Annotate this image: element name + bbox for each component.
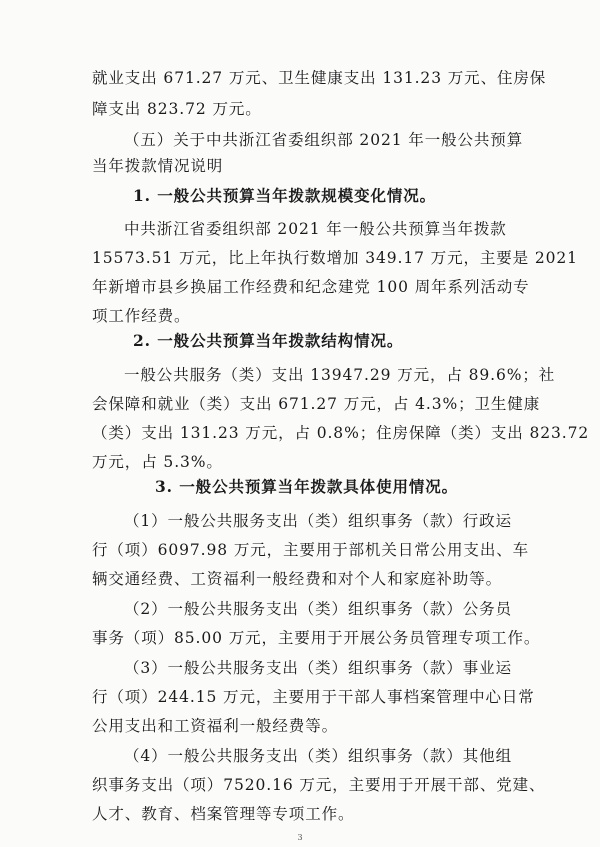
body-text-line: 会保障和就业（类）支出 671.27 万元，占 4.3%；卫生健康 — [92, 395, 541, 413]
body-text-line: 年新增市县乡换届工作经费和纪念建党 100 周年系列活动专 — [92, 278, 530, 296]
body-text-line: 行（项）6097.98 万元，主要用于部机关日常公用支出、车 — [92, 541, 530, 559]
body-text-line: 公用支出和工资福利一般经费等。 — [92, 717, 339, 735]
body-text-line: 就业支出 671.27 万元、卫生健康支出 131.23 万元、住房保 — [92, 69, 547, 87]
body-text-line: 织事务支出（项）7520.16 万元，主要用于开展干部、党建、 — [92, 776, 546, 794]
body-text-line: 一般公共服务（类）支出 13947.29 万元，占 89.6%；社 — [124, 366, 556, 384]
body-text-line: 万元，占 5.3%。 — [92, 453, 223, 471]
body-text-line: 人才、教育、档案管理等专项工作。 — [92, 805, 355, 823]
body-text-line: （3）一般公共服务支出（类）组织事务（款）事业运 — [124, 659, 512, 677]
body-text-line: 事务（项）85.00 万元，主要用于开展公务员管理专项工作。 — [92, 629, 541, 647]
body-text-line: 项工作经费。 — [92, 307, 191, 325]
section-heading: 当年拨款情况说明 — [92, 157, 224, 175]
subsection-heading: 2. 一般公共预算当年拨款结构情况。 — [133, 331, 404, 350]
body-text-line: 辆交通经费、工资福利一般经费和对个人和家庭补助等。 — [92, 570, 503, 588]
page-number: 3 — [297, 833, 303, 842]
body-text-line: 障支出 823.72 万元。 — [92, 100, 262, 118]
body-text-line: （1）一般公共服务支出（类）组织事务（款）行政运 — [124, 512, 512, 530]
subsection-heading: 3. 一般公共预算当年拨款具体使用情况。 — [155, 477, 459, 496]
body-text-line: 中共浙江省委组织部 2021 年一般公共预算当年拨款 — [124, 220, 507, 238]
body-text-line: （2）一般公共服务支出（类）组织事务（款）公务员 — [124, 600, 512, 618]
body-text-line: （类）支出 131.23 万元，占 0.8%；住房保障（类）支出 823.72 — [92, 424, 590, 442]
body-text-line: 15573.51 万元，比上年执行数增加 349.17 万元，主要是 2021 — [92, 249, 578, 267]
body-text-line: 行（项）244.15 万元，主要用于干部人事档案管理中心日常 — [92, 688, 535, 706]
body-text-line: （4）一般公共服务支出（类）组织事务（款）其他组 — [124, 747, 512, 765]
subsection-heading: 1. 一般公共预算当年拨款规模变化情况。 — [133, 186, 437, 205]
section-heading: （五）关于中共浙江省委组织部 2021 年一般公共预算 — [124, 131, 524, 149]
